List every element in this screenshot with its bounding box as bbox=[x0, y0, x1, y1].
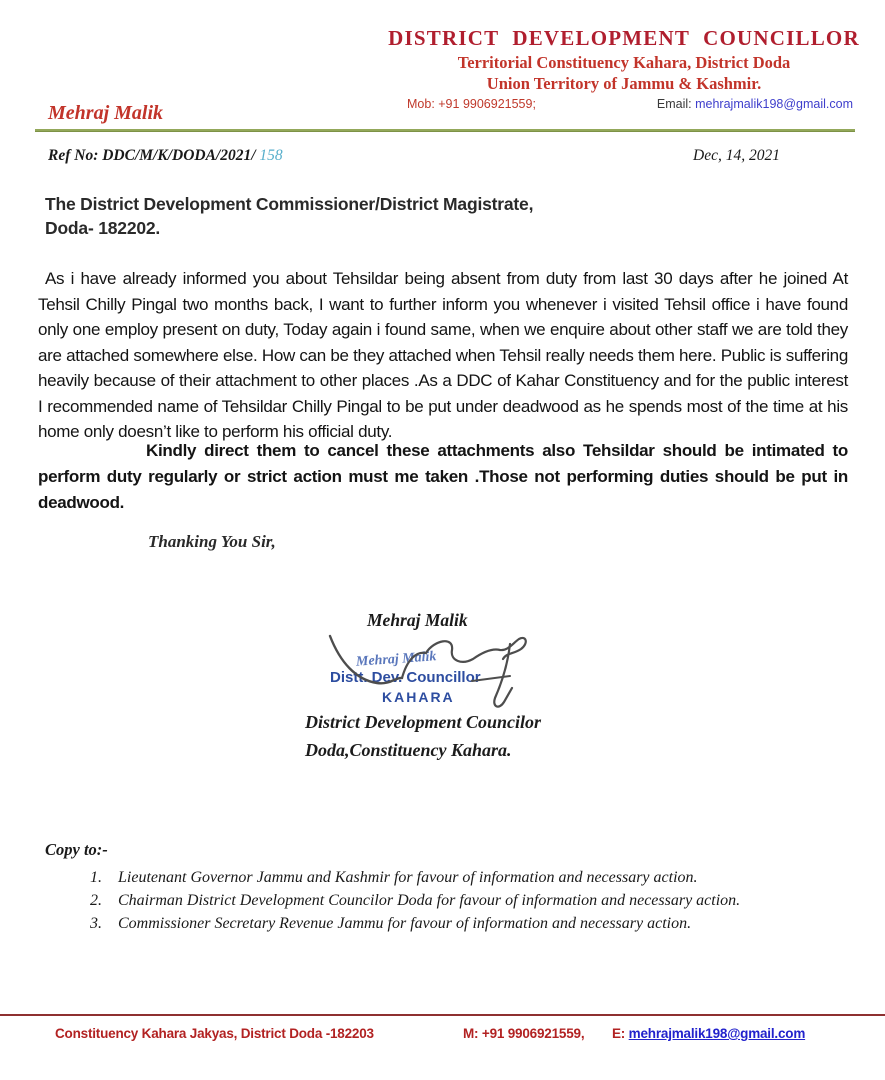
closing-line: Thanking You Sir, bbox=[148, 532, 276, 551]
designation-line2: Doda,Constituency Kahara. bbox=[305, 740, 512, 760]
copy-item-number: 3. bbox=[90, 915, 102, 932]
copy-to-item bbox=[90, 866, 740, 889]
copy-item-number: 1. bbox=[90, 869, 102, 886]
signatory-typed-name: Mehraj Malik bbox=[367, 610, 468, 630]
copy-item-text: Commissioner Secretary Revenue Jammu for favour of information and necessary action. bbox=[118, 915, 692, 932]
footer-email-link[interactable]: mehrajmalik198@gmail.com bbox=[628, 1026, 806, 1041]
copy-item-text: Lieutenant Governor Jammu and Kashmir for favour of information and necessary action. bbox=[118, 869, 698, 886]
addressee-line2: Doda- 182202. bbox=[45, 218, 161, 238]
copy-item-number: 2. bbox=[90, 892, 102, 909]
header-email-label: Email: bbox=[656, 97, 692, 111]
header-mobile: Mob: +91 9906921559; bbox=[407, 97, 536, 111]
ref-label: Ref No: DDC/M/K/DODA/2021/ bbox=[48, 147, 256, 164]
footer-address: Constituency Kahara Jakyas, District Doda -182203 bbox=[55, 1026, 374, 1041]
copy-to-list bbox=[90, 866, 740, 935]
body-paragraph-1: As i have already informed you about Tehsildar being absent from duty from last 30 days after he joined At Tehsil Chilly Pingal two months back, I want to further inform you whenever i visited Tehsil office i have found only one employ present on duty, Today again i found same, when we enquire about other staff we are told they are attached somewhere else. How can be they attached when Tehsil really needs them here. Public is suffering heavily because of their attachment to other places .As a DDC of Kahar Constituency and for the public interest I recommended name of Tehsildar Chilly Pingal to be put under deadwood as he spends most of the time at his home only doesn’t like to perform his official duty. bbox=[38, 269, 848, 441]
copy-to-item bbox=[90, 889, 740, 912]
org-subtitle-territory: Union Territory of Jammu & Kashmir. bbox=[486, 74, 762, 93]
body-paragraph-2: Kindly direct them to cancel these attachments also Tehsildar should be intimated to perform duty regularly or strict action must me taken .Those not performing duties should be put in deadwood. bbox=[38, 441, 848, 512]
ref-number: 158 bbox=[259, 147, 283, 164]
org-subtitle-constituency: Territorial Constituency Kahara, District Doda bbox=[457, 53, 791, 72]
copy-item-text: Chairman District Development Councilor Doda for favour of information and necessary action. bbox=[118, 892, 741, 909]
copy-to-item bbox=[90, 912, 740, 935]
stamp-place: KAHARA bbox=[382, 689, 455, 705]
copy-to-heading: Copy to:- bbox=[45, 840, 108, 859]
letter-date: Dec, 14, 2021 bbox=[693, 147, 780, 164]
green-divider bbox=[35, 129, 855, 132]
handwritten-signature-icon bbox=[322, 628, 552, 718]
officer-name: Mehraj Malik bbox=[48, 102, 164, 124]
addressee-line1: The District Development Commissioner/District Magistrate, bbox=[45, 194, 534, 214]
letterhead bbox=[385, 26, 863, 111]
designation-line1: District Development Councilor bbox=[305, 712, 541, 732]
addressee-block bbox=[45, 192, 533, 240]
org-title: DISTRICT DEVELOPMENT COUNCILLOR bbox=[388, 26, 860, 50]
header-contact-row bbox=[385, 97, 863, 111]
header-email-group bbox=[657, 97, 853, 111]
ref-number-line bbox=[48, 147, 283, 165]
ref-date-row bbox=[48, 147, 780, 165]
header-email-link[interactable]: mehrajmalik198@gmail.com bbox=[695, 97, 853, 111]
stamp-title: Distt. Dev. Councillor bbox=[330, 669, 481, 686]
stamp-name: Mehraj Malik bbox=[355, 649, 437, 670]
footer-divider bbox=[0, 1014, 885, 1016]
footer-mobile: M: +91 9906921559, bbox=[463, 1026, 585, 1041]
footer-email-group bbox=[612, 1026, 805, 1041]
footer-email-label: E: bbox=[612, 1026, 626, 1041]
signature-stamp-area bbox=[322, 628, 552, 718]
designation-block bbox=[305, 708, 541, 764]
